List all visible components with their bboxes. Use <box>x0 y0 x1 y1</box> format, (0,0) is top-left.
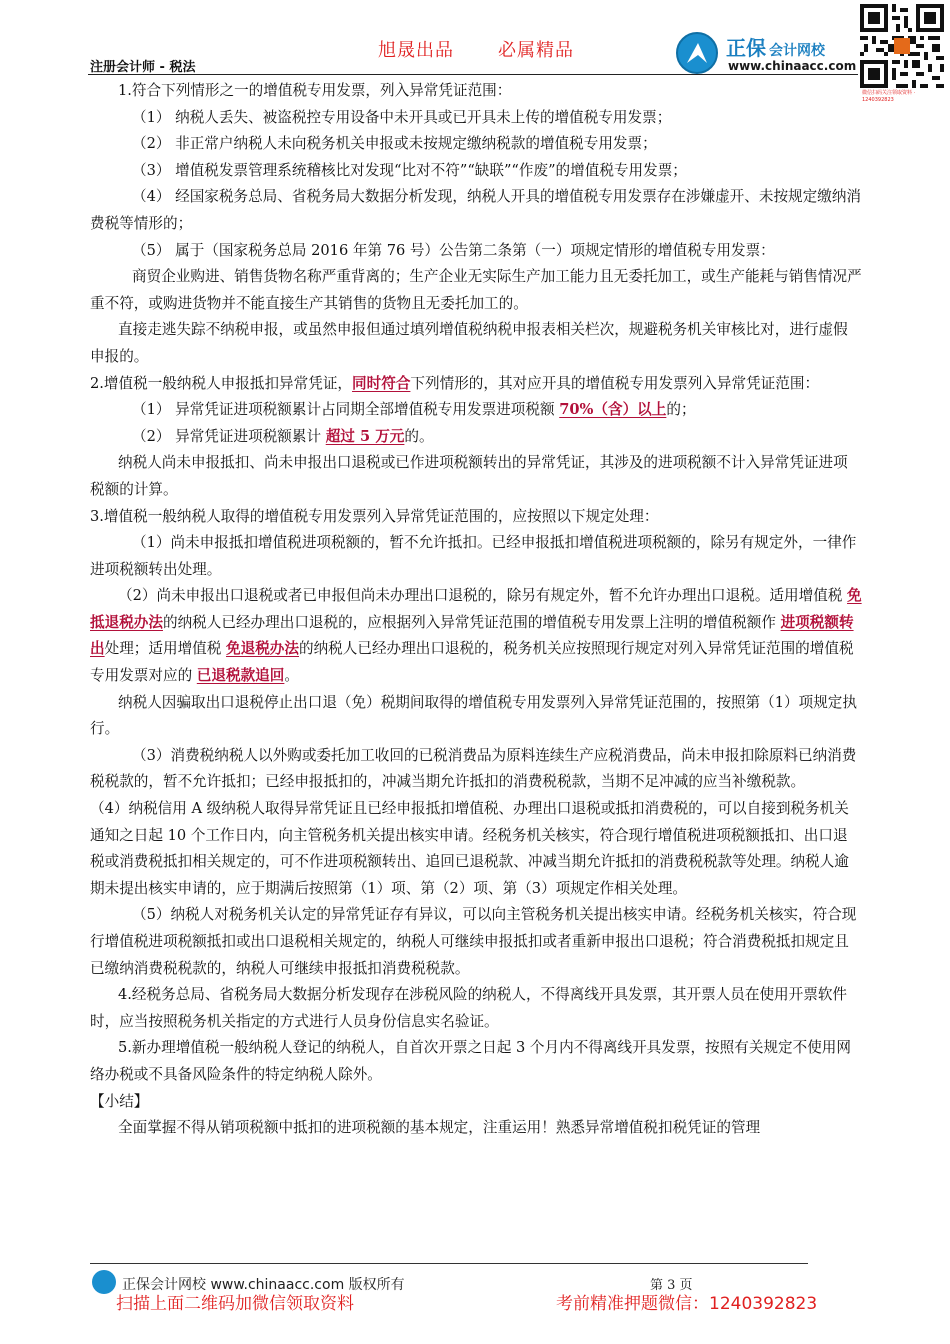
promo-right: 考前精准押题微信：1240392823 <box>556 1294 818 1314</box>
highlight-term: 免抵退税办法 <box>90 587 862 631</box>
paragraph: 纳税人尚未申报抵扣、尚未申报出口退税或已作进项税额转出的异常凭证，其涉及的进项税额不计入异常凭证进项税额的计算。 <box>90 454 848 498</box>
paragraph: （5） 属于（国家税务总局 2016 年第 76 号）公告第二条第（一）项规定情形的增值税专用发票： <box>132 241 775 259</box>
paragraph: （4）纳税信用 A 级纳税人取得异常凭证且已经申报抵扣增值税、办理出口退税或抵扣消费税的，可以自接到税务机关通知之日起 10 个工作日内，向主管税务机关提出核实申请。经税务机关核实，符合现行增值税进项税额抵扣、出口退税或消费税抵扣相关规定的，可不作进项税额转出、追回已退税款、冲减当期允许抵扣的消费税税款等处理。纳税人逾期未提出核实申请的，应于期满后按照第（1）项、第（2）项、第（3）项规定作相关处理。 <box>90 800 849 897</box>
brand-url: www.chinaacc.com <box>728 59 857 73</box>
header-slogan-right: 必属精品 <box>498 40 574 61</box>
paragraph: （5）纳税人对税务机关认定的异常凭证存有异议，可以向主管税务机关提出核实申请。经税务机关核实，符合现行增值税进项税额抵扣或出口退税相关规定的，纳税人可继续申报抵扣或者重新申报出口退税；符合消费税抵扣规定且已缴纳消费税税款的，纳税人可继续申报抵扣消费税税款。 <box>90 906 857 977</box>
paragraph: 4.经税务总局、省税务局大数据分析发现存在涉税风险的纳税人，不得离线开具发票，其开票人员在使用开票软件时，应当按照税务机关指定的方式进行人员身份信息实名验证。 <box>90 986 848 1030</box>
brand-logo-icon <box>676 32 718 74</box>
paragraph: （4） 经国家税务总局、省税务局大数据分析发现，纳税人开具的增值税专用发票存在涉嫌虚开、未按规定缴纳消费税等情形的； <box>90 188 862 232</box>
footer-logo-icon <box>92 1270 116 1294</box>
paragraph: （2） 异常凭证进项税额累计 超过 5 万元的。 <box>132 427 434 445</box>
document-body <box>90 78 862 1142</box>
brand-name: 正保 会计网校 <box>726 36 825 60</box>
paragraph: （1） 异常凭证进项税额累计占同期全部增值税专用发票进项税额 70%（含）以上的； <box>132 401 696 419</box>
paragraph: 3.增值税一般纳税人取得的增值税专用发票列入异常凭证范围的，应按照以下规定处理： <box>90 507 659 525</box>
summary-title: 【小结】 <box>90 1092 149 1110</box>
page-number: 第 3 页 <box>650 1278 693 1293</box>
paragraph: （1）尚未申报抵扣增值税进项税额的，暂不允许抵扣。已经申报抵扣增值税进项税额的，除另有规定外，一律作进项税额转出处理。 <box>90 534 857 578</box>
highlight-term: 超过 5 万元 <box>325 427 405 445</box>
summary-text: 全面掌握不得从销项税额中抵扣的进项税额的基本规定，注重运用！熟悉异常增值税扣税凭证的管理 <box>118 1119 761 1137</box>
paragraph: （3）消费税纳税人以外购或委托加工收回的已税消费品为原料连续生产应税消费品，尚未申报扣除原料已纳消费税税款的，暂不允许抵扣；已经申报抵扣的，冲减当期允许抵扣的消费税税款，当期不足冲减的应当补缴税款。 <box>90 746 857 791</box>
footer-divider <box>90 1263 808 1264</box>
qr-code-icon <box>860 4 944 88</box>
paragraph: （1） 纳税人丢失、被盗税控专用设备中未开具或已开具未上传的增值税专用发票； <box>132 108 672 126</box>
highlight-term: 同时符合 <box>352 374 411 392</box>
highlight-term: 70%（含）以上 <box>559 401 667 419</box>
paragraph: 纳税人因骗取出口退税停止出口退（免）税期间取得的增值税专用发票列入异常凭证范围的，按照第（1）项规定执行。 <box>90 693 857 738</box>
paragraph: 1.符合下列情形之一的增值税专用发票，列入异常凭证范围： <box>118 82 512 99</box>
highlight-term: 进项税额转出 <box>90 613 854 658</box>
paragraph: （2） 非正常户纳税人未向税务机关申报或未按规定缴纳税款的增值税专用发票； <box>132 135 657 153</box>
promo-left: 扫描上面二维码加微信领取资料 <box>116 1294 354 1314</box>
highlight-term: 已退税款追回 <box>196 667 285 685</box>
brand-logo <box>676 30 856 76</box>
footer-copyright: 正保会计网校 www.chinaacc.com 版权所有 <box>122 1277 405 1293</box>
paragraph: 商贸企业购进、销售货物名称严重背离的；生产企业无实际生产加工能力且无委托加工，或生产能耗与销售情况严重不符，或购进货物并不能直接生产其销售的货物且无委托加工的。 <box>90 268 862 312</box>
paragraph: （3） 增值税发票管理系统稽核比对发现“比对不符”“缺联”“作废”的增值税专用发票； <box>132 161 687 179</box>
paragraph: 2.增值税一般纳税人申报抵扣异常凭证，同时符合下列情形的，其对应开具的增值税专用发票列入异常凭证范围： <box>90 374 820 392</box>
paragraph: （2）尚未申报出口退税或者已申报但尚未办理出口退税的，除另有规定外，暂不允许办理出口退税。适用增值税 免抵退税办法的纳税人已经办理出口退税的，应根据列入异常凭证范围的增值税专用发票上注明的增值税额作 进项税额转出处理；适用增值税 免退税办法的纳税人已经办理出口退税的，税务机关应按照现行规定对列入异常凭证范围的增值税专用发票对应的 已退税款追回。 <box>90 587 862 685</box>
highlight-term: 免退税办法 <box>226 640 299 658</box>
paragraph: 直接走逃失踪不纳税申报，或虽然申报但通过填列增值税纳税申报表相关栏次，规避税务机关审核比对，进行虚假申报的。 <box>90 321 848 365</box>
qr-caption: 微信扫码关注领取资料 · 1240392823 <box>862 90 916 103</box>
header-slogan-left: 旭晟出品 <box>378 40 454 61</box>
paragraph: 5.新办理增值税一般纳税人登记的纳税人，自首次开票之日起 3 个月内不得离线开具发票，按照有关规定不使用网络办税或不具备风险条件的特定纳税人除外。 <box>90 1039 851 1083</box>
course-title: 注册会计师 - 税法 <box>90 60 196 75</box>
